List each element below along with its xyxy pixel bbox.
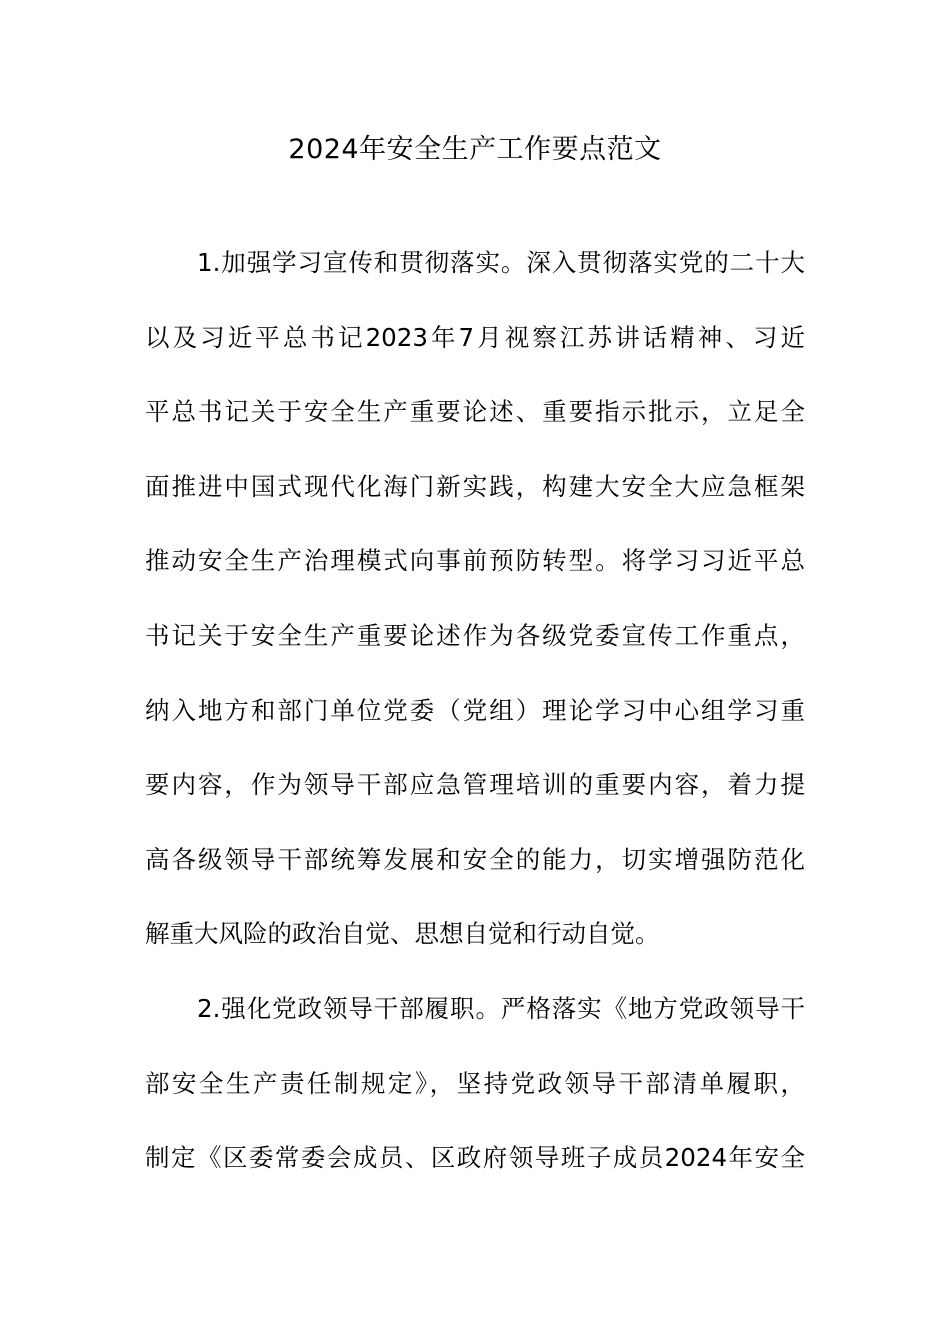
- paragraph-1-line-2: 以及习近平总书记2023年7月视察江苏讲话精神、习近: [145, 322, 805, 352]
- paragraph-2-line-2: 部安全生产责任制规定》，坚持党政领导干部清单履职，: [145, 1068, 805, 1098]
- paragraph-1-line-9: 高各级领导干部统筹发展和安全的能力，切实增强防范化: [145, 844, 805, 874]
- document-body: [145, 226, 805, 1196]
- paragraph-1-line-1: 1.加强学习宣传和贯彻落实。深入贯彻落实党的二十大: [197, 248, 805, 277]
- paragraph-2-line-1: 2.强化党政领导干部履职。严格落实《地方党政领导干: [197, 993, 805, 1023]
- paragraph-1-line-3: 平总书记关于安全生产重要论述、重要指示批示，立足全: [145, 397, 805, 427]
- paragraph-2-line-3: 制定《区委常委会成员、区政府领导班子成员2024年安全: [145, 1143, 805, 1173]
- paragraph-1-line-5: 推动安全生产治理模式向事前预防转型。将学习习近平总: [145, 546, 805, 576]
- paragraph-1-line-10: 解重大风险的政治自觉、思想自觉和行动自觉。: [145, 919, 660, 949]
- paragraph-1-line-4: 面推进中国式现代化海门新实践，构建大安全大应急框架: [145, 471, 805, 501]
- document-title: 2024年安全生产工作要点范文: [288, 134, 662, 165]
- paragraph-1-line-8: 要内容，作为领导干部应急管理培训的重要内容，着力提: [145, 770, 805, 800]
- paragraph-1-line-6: 书记关于安全生产重要论述作为各级党委宣传工作重点，: [145, 620, 805, 650]
- paragraph-1-line-7: 纳入地方和部门单位党委（党组）理论学习中心组学习重: [145, 695, 805, 725]
